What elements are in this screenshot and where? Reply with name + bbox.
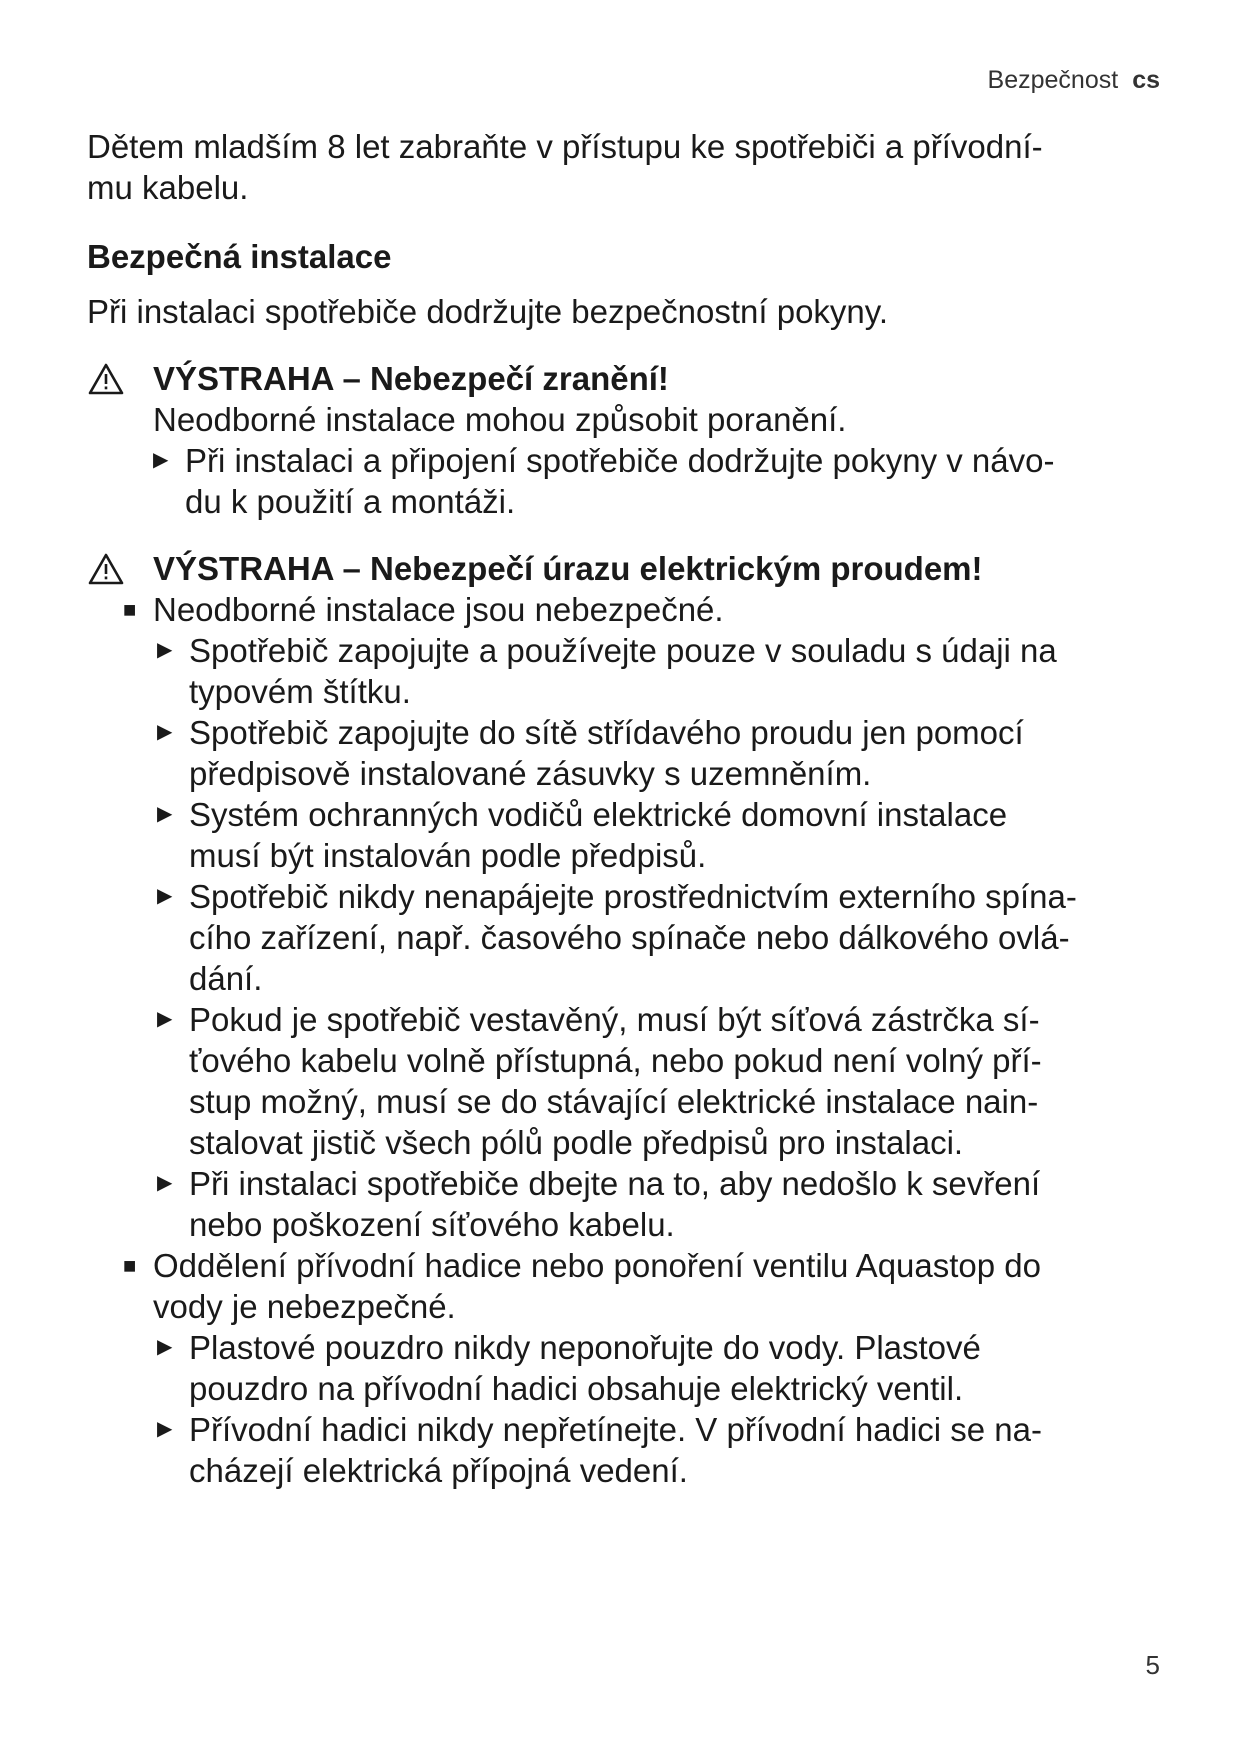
warning-injury <box>87 358 1177 522</box>
square-bullet-icon: ■ <box>123 1253 137 1278</box>
step-arrow-icon: ▶ <box>157 721 173 743</box>
step-text: Pokud je spotřebič vestavěný, musí být síťová zástrčka sí- ťového kabelu volně přístupná, nebo pokud není volný pří- stup možný, musí se do stávající elektrické instalace nain- stalovat jistič všech pólů podle předpisů pro instalaci. <box>189 1001 1042 1161</box>
square-bullet-icon: ■ <box>123 597 137 622</box>
step-text: Přívodní hadici nikdy nepřetínejte. V přívodní hadici se na- cházejí elektrická přípojná vedení. <box>189 1411 1042 1489</box>
step-text: Spotřebič zapojujte do sítě střídavého proudu jen pomocí předpisově instalované zásuvky s uzemněním. <box>189 714 1024 792</box>
step-text: Systém ochranných vodičů elektrické domovní instalace musí být instalován podle předpisů. <box>189 796 1008 874</box>
install-paragraph: Při instalaci spotřebiče dodržujte bezpečnostní pokyny. <box>87 293 888 330</box>
warning-injury-header <box>87 358 1177 399</box>
instruction-step <box>157 876 1177 999</box>
step-text: Při instalaci a připojení spotřebiče dodržujte pokyny v návo- du k použití a montáži. <box>185 442 1055 520</box>
warning-electric <box>87 548 1177 1491</box>
step-text: Při instalaci spotřebiče dbejte na to, aby nedošlo k sevření nebo poškození síťového kabelu. <box>189 1165 1041 1243</box>
warning-injury-text: Neodborné instalace mohou způsobit poranění. <box>153 401 847 438</box>
step-text: Spotřebič zapojujte a používejte pouze v souladu s údaji na typovém štítku. <box>189 632 1057 710</box>
instruction-step <box>157 999 1177 1163</box>
step-arrow-icon: ▶ <box>157 885 173 907</box>
page-content <box>87 126 1177 1517</box>
instruction-step <box>157 630 1177 712</box>
header-section: Bezpečnost <box>987 66 1119 94</box>
step-arrow-icon: ▶ <box>157 803 173 825</box>
hazard-text: Neodborné instalace jsou nebezpečné. <box>153 591 724 628</box>
hazard-bullet <box>123 589 1177 630</box>
intro-paragraph: Dětem mladším 8 let zabraňte v přístupu ke spotřebiči a přívodní- mu kabelu. <box>87 128 1043 206</box>
step-text: Spotřebič nikdy nenapájejte prostřednictvím externího spína- cího zařízení, např. časového spínače nebo dálkového ovlá- dání. <box>189 878 1077 997</box>
step-arrow-icon: ▶ <box>157 1008 173 1030</box>
instruction-step <box>153 440 1177 522</box>
page-number: 5 <box>1145 1650 1160 1680</box>
hazard-bullet <box>123 1245 1177 1327</box>
instruction-step <box>157 1163 1177 1245</box>
step-arrow-icon: ▶ <box>157 639 173 661</box>
running-header <box>988 66 1160 95</box>
step-arrow-icon: ▶ <box>157 1336 173 1358</box>
warning-injury-title: VÝSTRAHA – Nebezpečí zranění! <box>153 360 669 397</box>
instruction-step <box>157 1327 1177 1409</box>
install-heading: Bezpečná instalace <box>87 238 392 275</box>
instruction-step <box>157 794 1177 876</box>
step-arrow-icon: ▶ <box>153 449 169 471</box>
warning-electric-title: VÝSTRAHA – Nebezpečí úrazu elektrickým proudem! <box>153 550 983 587</box>
header-language: cs <box>1132 66 1160 94</box>
warning-triangle-icon <box>87 548 153 589</box>
step-arrow-icon: ▶ <box>157 1172 173 1194</box>
warning-electric-header <box>87 548 1177 589</box>
step-arrow-icon: ▶ <box>157 1418 173 1440</box>
hazard-text: Oddělení přívodní hadice nebo ponoření ventilu Aquastop do vody je nebezpečné. <box>153 1247 1042 1325</box>
step-text: Plastové pouzdro nikdy neponořujte do vody. Plastové pouzdro na přívodní hadici obsahuje elektrický ventil. <box>189 1329 981 1407</box>
instruction-step <box>157 712 1177 794</box>
instruction-step <box>157 1409 1177 1491</box>
warning-triangle-icon <box>87 358 153 399</box>
